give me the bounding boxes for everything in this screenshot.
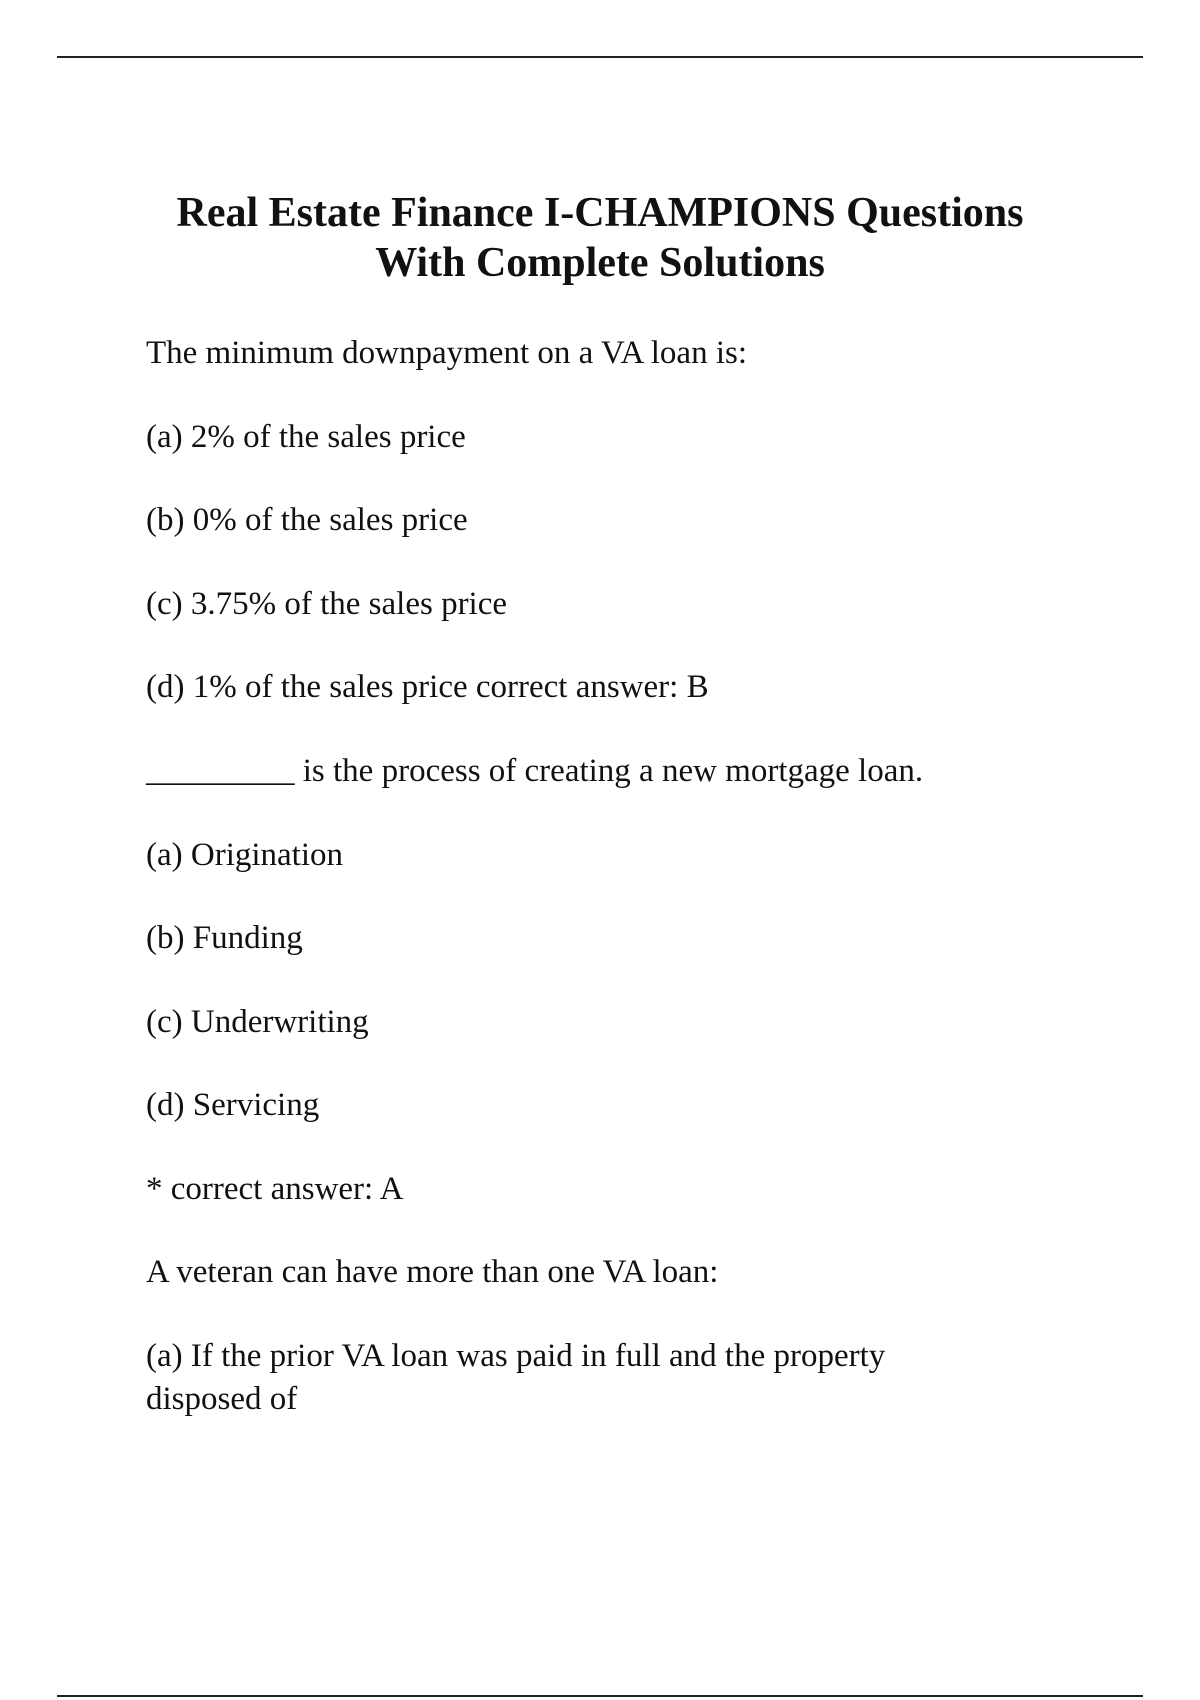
question-2-option-b: (b) Funding — [146, 920, 303, 956]
question-3-option-a: (a) If the prior VA loan was paid in full and the property disposed of — [146, 1338, 886, 1417]
question-1-option-b: (b) 0% of the sales price — [146, 502, 468, 538]
question-1-text: The minimum downpayment on a VA loan is: — [146, 335, 747, 371]
document-title — [100, 188, 1100, 288]
question-2-text: _________ is the process of creating a new mortgage loan. — [146, 753, 924, 789]
question-1-option-d: (d) 1% of the sales price correct answer: B — [146, 669, 709, 705]
title-line-1: Real Estate Finance I-CHAMPIONS Questions — [176, 190, 1024, 236]
top-divider — [57, 56, 1143, 58]
question-2-option-c: (c) Underwriting — [146, 1004, 369, 1040]
question-2-answer: * correct answer: A — [146, 1171, 404, 1207]
bottom-divider — [57, 1695, 1143, 1697]
question-1-option-a: (a) 2% of the sales price — [146, 419, 466, 455]
question-2-option-a: (a) Origination — [146, 837, 344, 873]
title-line-2: With Complete Solutions — [375, 240, 825, 286]
question-3-text: A veteran can have more than one VA loan: — [146, 1254, 719, 1290]
question-1-option-c: (c) 3.75% of the sales price — [146, 586, 508, 622]
question-2-option-d: (d) Servicing — [146, 1087, 320, 1123]
